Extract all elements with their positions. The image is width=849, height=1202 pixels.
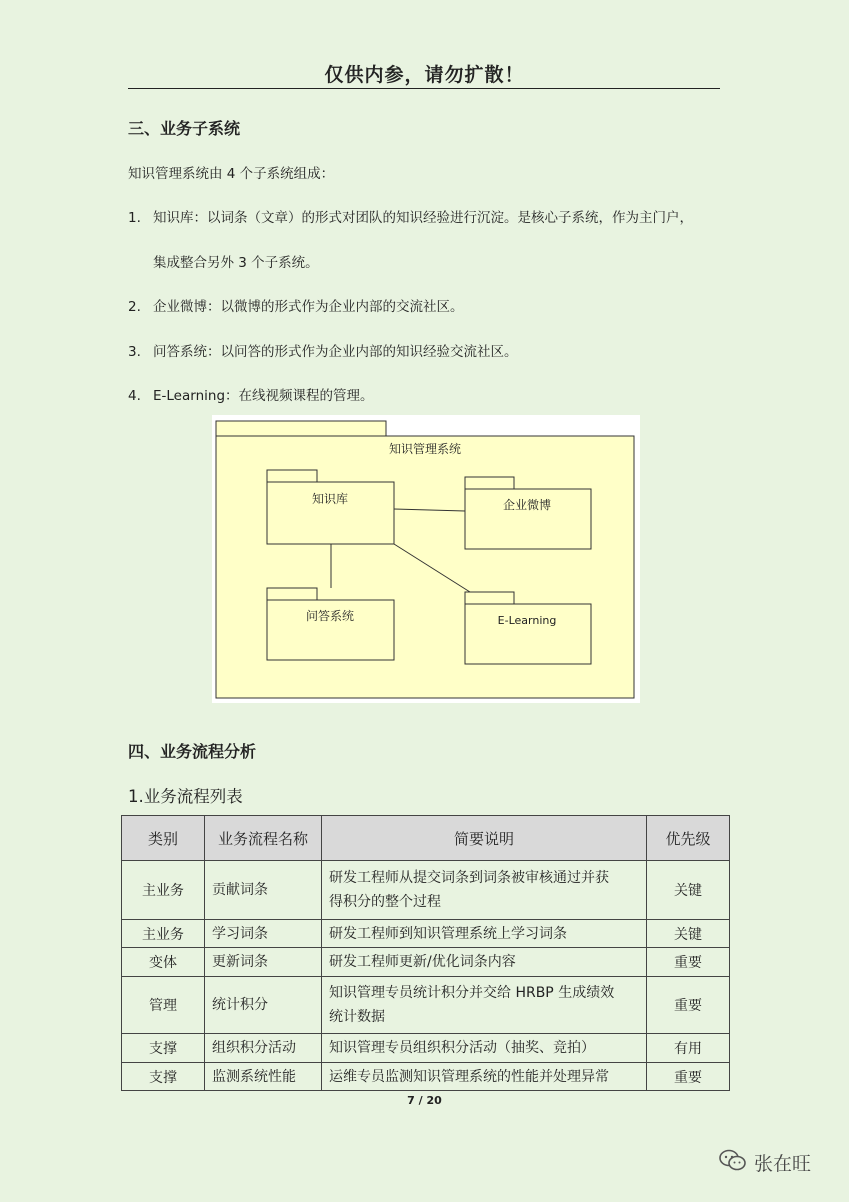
qa-package-tab — [267, 588, 317, 600]
list-number: 2. — [128, 299, 141, 315]
cell-name: 更新词条 — [205, 948, 322, 977]
weibo-package-label: 企业微博 — [502, 498, 552, 512]
cell-category: 主业务 — [122, 920, 205, 948]
kb-package-tab — [267, 470, 317, 482]
elearning-package-label: E-Learning — [497, 614, 557, 627]
elearning-package-body — [465, 604, 591, 664]
cell-name: 组织积分活动 — [205, 1034, 322, 1063]
list-text: 企业微博：以微博的形式作为企业内部的交流社区。 — [153, 299, 464, 315]
list-number: 3. — [128, 344, 141, 360]
table-row — [122, 1034, 730, 1063]
list-item — [128, 384, 374, 404]
cell-desc: 运维专员监测知识管理系统的性能并处理异常 — [322, 1063, 647, 1091]
kb-package-label: 知识库 — [311, 492, 349, 506]
cell-name: 监测系统性能 — [205, 1063, 322, 1091]
list-text: 问答系统：以问答的形式作为企业内部的知识经验交流社区。 — [153, 344, 518, 360]
cell-desc: 知识管理专员组织积分活动（抽奖、竞拍） — [322, 1034, 647, 1063]
table-header-row — [122, 816, 730, 861]
cell-name: 学习词条 — [205, 920, 322, 948]
header-rule — [128, 88, 720, 89]
list-text: 知识库：以词条（文章）的形式对团队的知识经验进行沉淀。是核心子系统，作为主门户， — [153, 210, 693, 226]
table-row — [122, 861, 730, 920]
cell-desc: 研发工程师更新/优化词条内容 — [322, 948, 647, 977]
page-number: 7 / 20 — [407, 1094, 442, 1107]
cell-name: 贡献词条 — [205, 861, 322, 920]
outer-package-tab — [216, 421, 386, 436]
list-item-continuation: 集成整合另外 3 个子系统。 — [153, 255, 319, 271]
list-item — [128, 340, 518, 360]
cell-desc: 研发工程师到知识管理系统上学习词条 — [322, 920, 647, 948]
process-table — [121, 815, 730, 1091]
cell-priority: 重要 — [647, 977, 730, 1034]
cell-category: 支撑 — [122, 1034, 205, 1063]
qa-package-label: 问答系统 — [305, 609, 355, 623]
cell-category: 主业务 — [122, 861, 205, 920]
cell-desc: 研发工程师从提交词条到词条被审核通过并获 得积分的整个过程 — [322, 861, 647, 920]
col-header-desc: 简要说明 — [322, 816, 647, 861]
list-item — [128, 206, 693, 226]
watermark-text: 张在旺 — [754, 1153, 812, 1175]
col-header-category: 类别 — [122, 816, 205, 861]
cell-category: 变体 — [122, 948, 205, 977]
elearning-package-tab — [465, 592, 514, 604]
cell-priority: 关键 — [647, 920, 730, 948]
section4-heading: 四、业务流程分析 — [128, 742, 257, 761]
col-header-name: 业务流程名称 — [205, 816, 322, 861]
list-item — [128, 295, 464, 315]
outer-package-label: 知识管理系统 — [388, 442, 462, 456]
cell-category: 管理 — [122, 977, 205, 1034]
cell-priority: 重要 — [647, 948, 730, 977]
table-row — [122, 977, 730, 1034]
cell-name: 统计积分 — [205, 977, 322, 1034]
table-row — [122, 948, 730, 977]
page-header-title: 仅供内参，请勿扩散！ — [324, 64, 525, 86]
section3-intro: 知识管理系统由 4 个子系统组成： — [128, 166, 335, 182]
watermark — [718, 1148, 811, 1177]
weibo-package-tab — [465, 477, 514, 489]
section3-heading: 三、业务子系统 — [128, 119, 241, 138]
cell-priority: 有用 — [647, 1034, 730, 1063]
list-text: E-Learning：在线视频课程的管理。 — [153, 388, 374, 404]
cell-desc: 知识管理专员统计积分并交给 HRBP 生成绩效 统计数据 — [322, 977, 647, 1034]
subsystem-package-diagram — [212, 415, 640, 703]
cell-priority: 重要 — [647, 1063, 730, 1091]
list-number: 4. — [128, 388, 141, 404]
col-header-priority: 优先级 — [647, 816, 730, 861]
wechat-icon — [718, 1148, 748, 1177]
table-row — [122, 1063, 730, 1091]
cell-priority: 关键 — [647, 861, 730, 920]
list-number: 1. — [128, 210, 141, 226]
table-row — [122, 920, 730, 948]
section4-subheading: 1.业务流程列表 — [128, 787, 243, 806]
cell-category: 支撑 — [122, 1063, 205, 1091]
